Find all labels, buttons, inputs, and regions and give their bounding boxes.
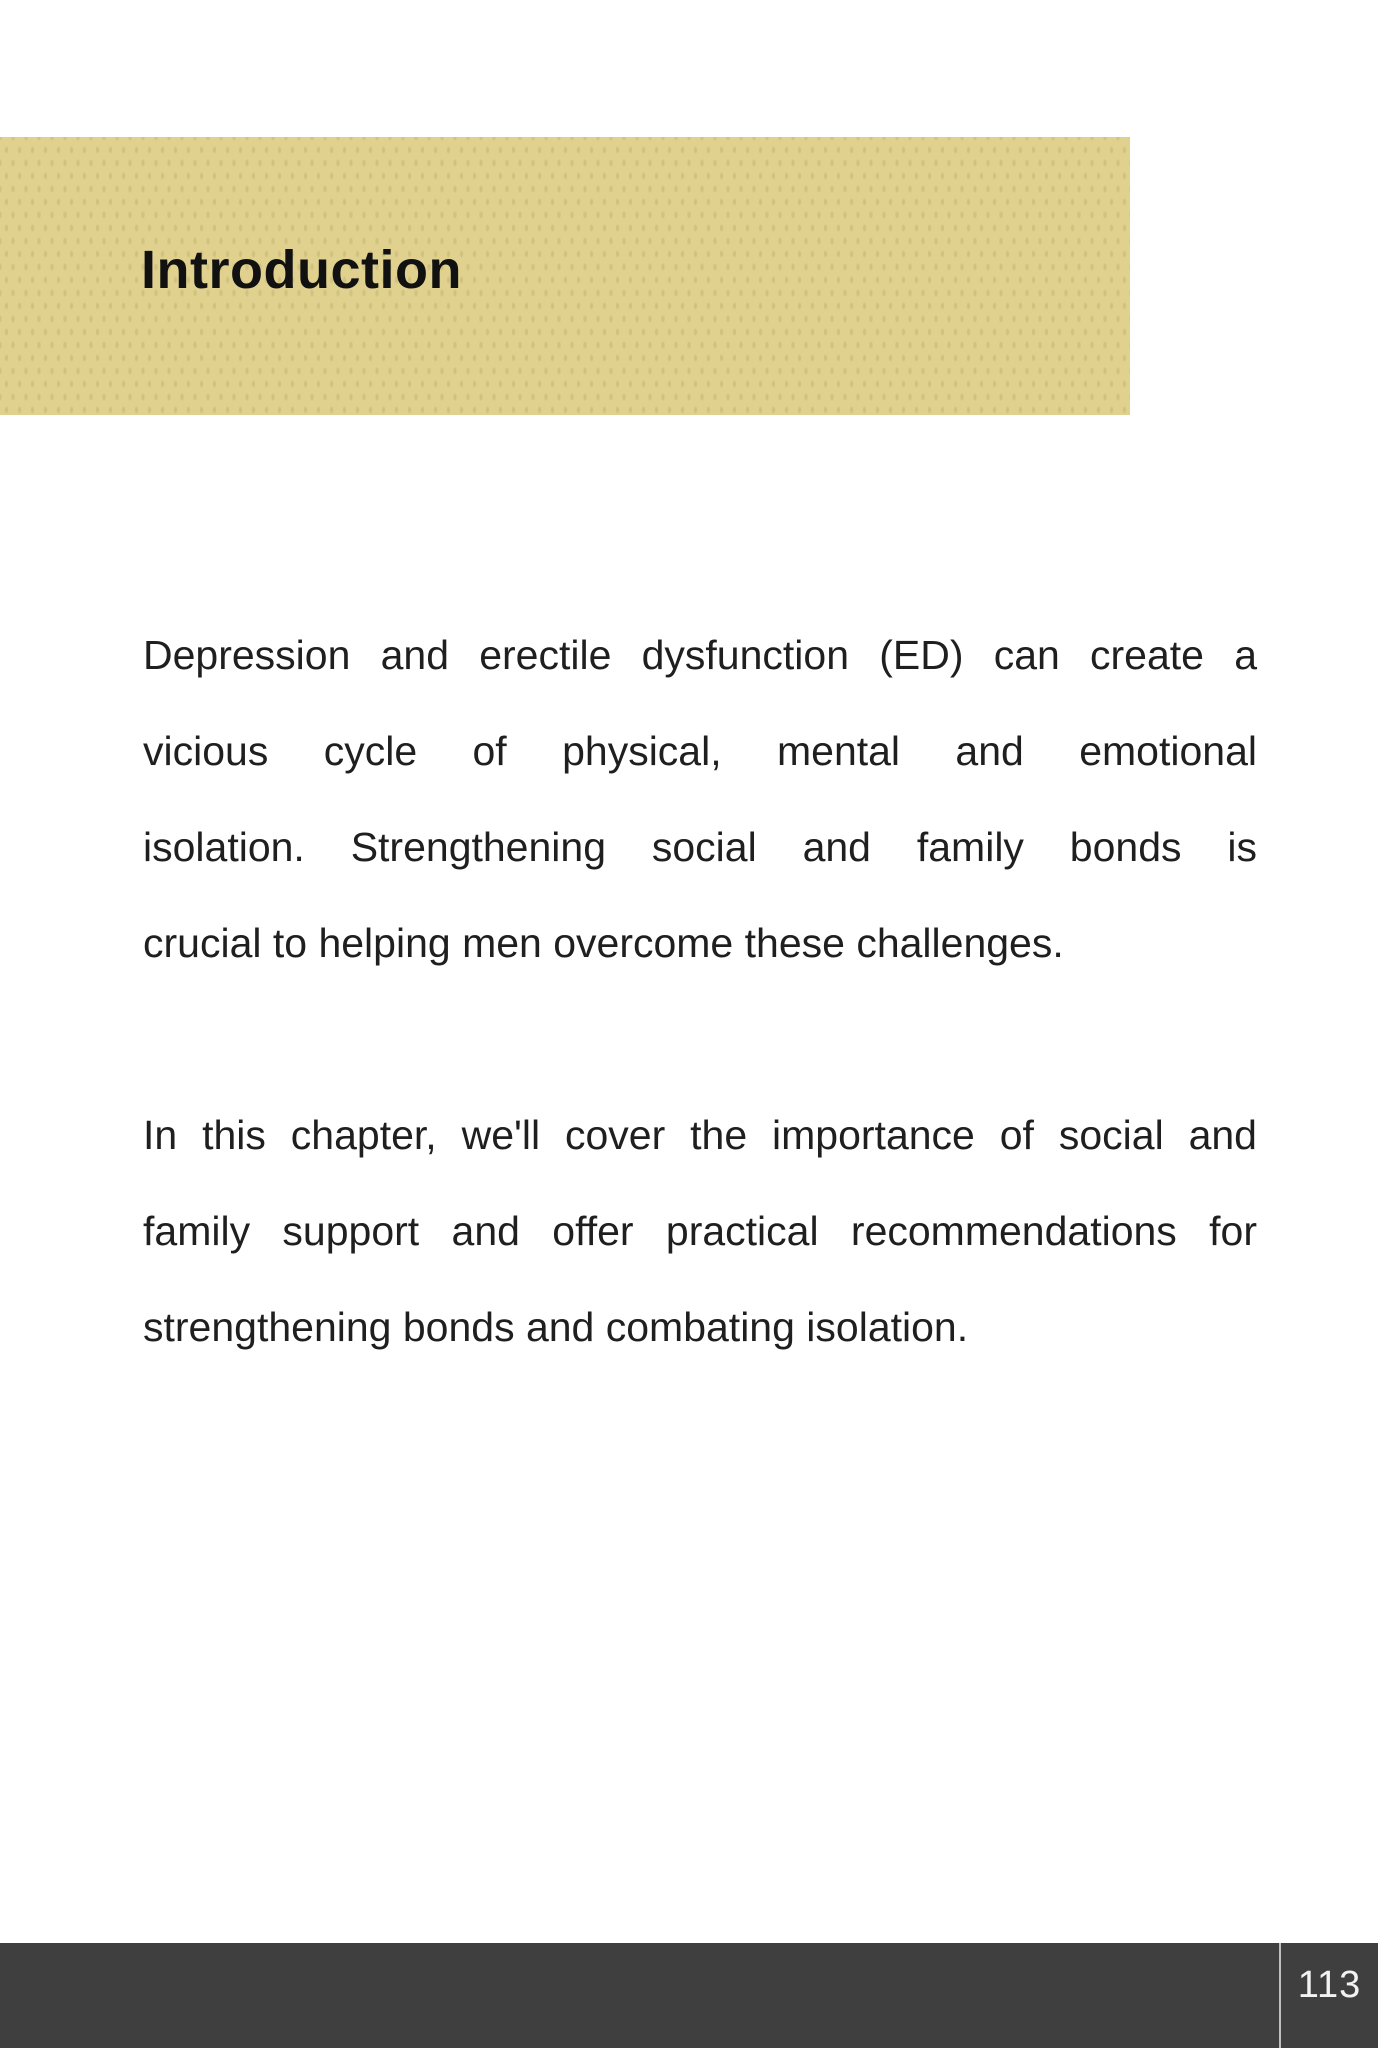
text-line: crucial to helping men overcome these challenges. [143, 920, 1064, 966]
text-line: family support and offer practical recommendations for [143, 1208, 1257, 1254]
text-line: In this chapter, we'll cover the importance of social and [143, 1112, 1257, 1158]
text-line: isolation. Strengthening social and family bonds is [143, 824, 1257, 870]
page-number-cell [1281, 1943, 1378, 2048]
text-line: vicious cycle of physical, mental and emotional [143, 728, 1257, 774]
footer-bar [0, 1943, 1279, 2048]
paragraph-2 [143, 1087, 1257, 1375]
page-footer [0, 1943, 1378, 2048]
body-text [143, 607, 1257, 1375]
page-number: 113 [1297, 1964, 1362, 2006]
text-line: Depression and erectile dysfunction (ED) can create a [143, 632, 1257, 678]
chapter-banner [0, 137, 1130, 415]
paragraph-1 [143, 607, 1257, 991]
text-line: strengthening bonds and combating isolation. [143, 1304, 969, 1350]
page-title: Introduction [141, 240, 462, 300]
